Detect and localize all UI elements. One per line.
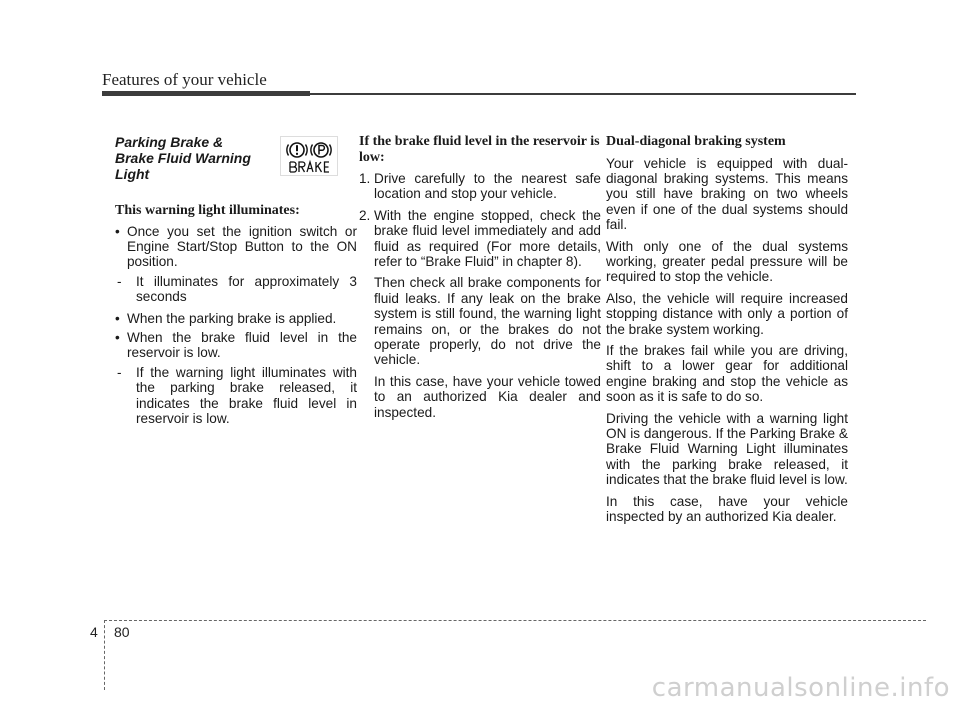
body-paragraph: Then check all brake components for fluid leaks. If any leak on the brake system is still found, the warning light remains on, or the brakes do not operate properly, do not drive the vehicle. — [374, 275, 601, 368]
footer-rule — [104, 620, 926, 621]
body-paragraph: If the brakes fail while you are driving, shift to a lower gear for additional engine braking and stop the vehicle as soon as it is safe to do so. — [606, 342, 848, 405]
chapter-number: 4 — [90, 624, 98, 640]
dash-mark: - — [117, 273, 122, 289]
dual-diagonal-heading: Dual-diagonal braking system — [606, 134, 786, 149]
illuminates-heading: This warning light illuminates: — [115, 203, 300, 218]
list-item: • When the brake fluid level in the reservoir is low. — [115, 329, 357, 361]
body-paragraph: Driving the vehicle with a warning light ON is dangerous. If the Parking Brake & Brake Fluid Warning Light illuminates with the parking brake released, it indicates that the brake fluid level is low. — [606, 410, 848, 488]
list-subitem: - If the warning light illuminates with the parking brake released, it indicates the brake fluid level in reservoir is low. — [117, 364, 357, 426]
body-paragraph: Also, the vehicle will require increased stopping distance with only a portion of the brake system working. — [606, 290, 848, 337]
header-rule-thick — [102, 91, 310, 96]
step-number: 2. — [359, 207, 371, 223]
bullet-mark: • — [115, 329, 120, 345]
body-paragraph: With only one of the dual systems working, greater pedal pressure will be required to stop the vehicle. — [606, 238, 848, 285]
page-number: 80 — [114, 624, 130, 640]
header-rule-thin — [310, 93, 856, 95]
low-fluid-heading: If the brake fluid level in the reservoir is low: — [359, 134, 600, 165]
section-title: Parking Brake & Brake Fluid Warning Light — [115, 134, 251, 182]
column-parking-brake — [115, 134, 357, 432]
column-dual-diagonal — [606, 134, 848, 530]
body-paragraph: In this case, have your vehicle inspected by an authorized Kia dealer. — [606, 493, 848, 525]
list-item: • When the parking brake is applied. — [115, 310, 337, 326]
footer-divider — [104, 620, 105, 690]
bullet-mark: • — [115, 223, 120, 239]
body-paragraph: Your vehicle is equipped with dual-diagonal braking systems. This means you still have braking on two wheels even if one of the dual systems should fail. — [606, 155, 848, 233]
column-low-fluid — [359, 134, 601, 426]
list-item: • Once you set the ignition switch or Engine Start/Stop Button to the ON position. — [115, 223, 357, 270]
step-number: 1. — [359, 171, 371, 186]
page-header-title: Features of your vehicle — [102, 70, 267, 89]
bullet-mark: • — [115, 310, 120, 326]
dash-mark: - — [117, 364, 122, 380]
list-item: 2. With the engine stopped, check the brake fluid level immediately and add fluid as required (For more details, refer to “Brake Fluid” in chapter 8). — [359, 207, 601, 270]
body-paragraph: In this case, have your vehicle towed to an authorized Kia dealer and inspected. — [374, 373, 601, 420]
list-item: 1. Drive carefully to the nearest safe location and stop your vehicle. — [359, 171, 601, 202]
brake-warning-icon — [280, 136, 338, 176]
watermark: carmanualsonline.info — [651, 673, 950, 703]
list-subitem: - It illuminates for approximately 3 seconds — [117, 273, 357, 305]
